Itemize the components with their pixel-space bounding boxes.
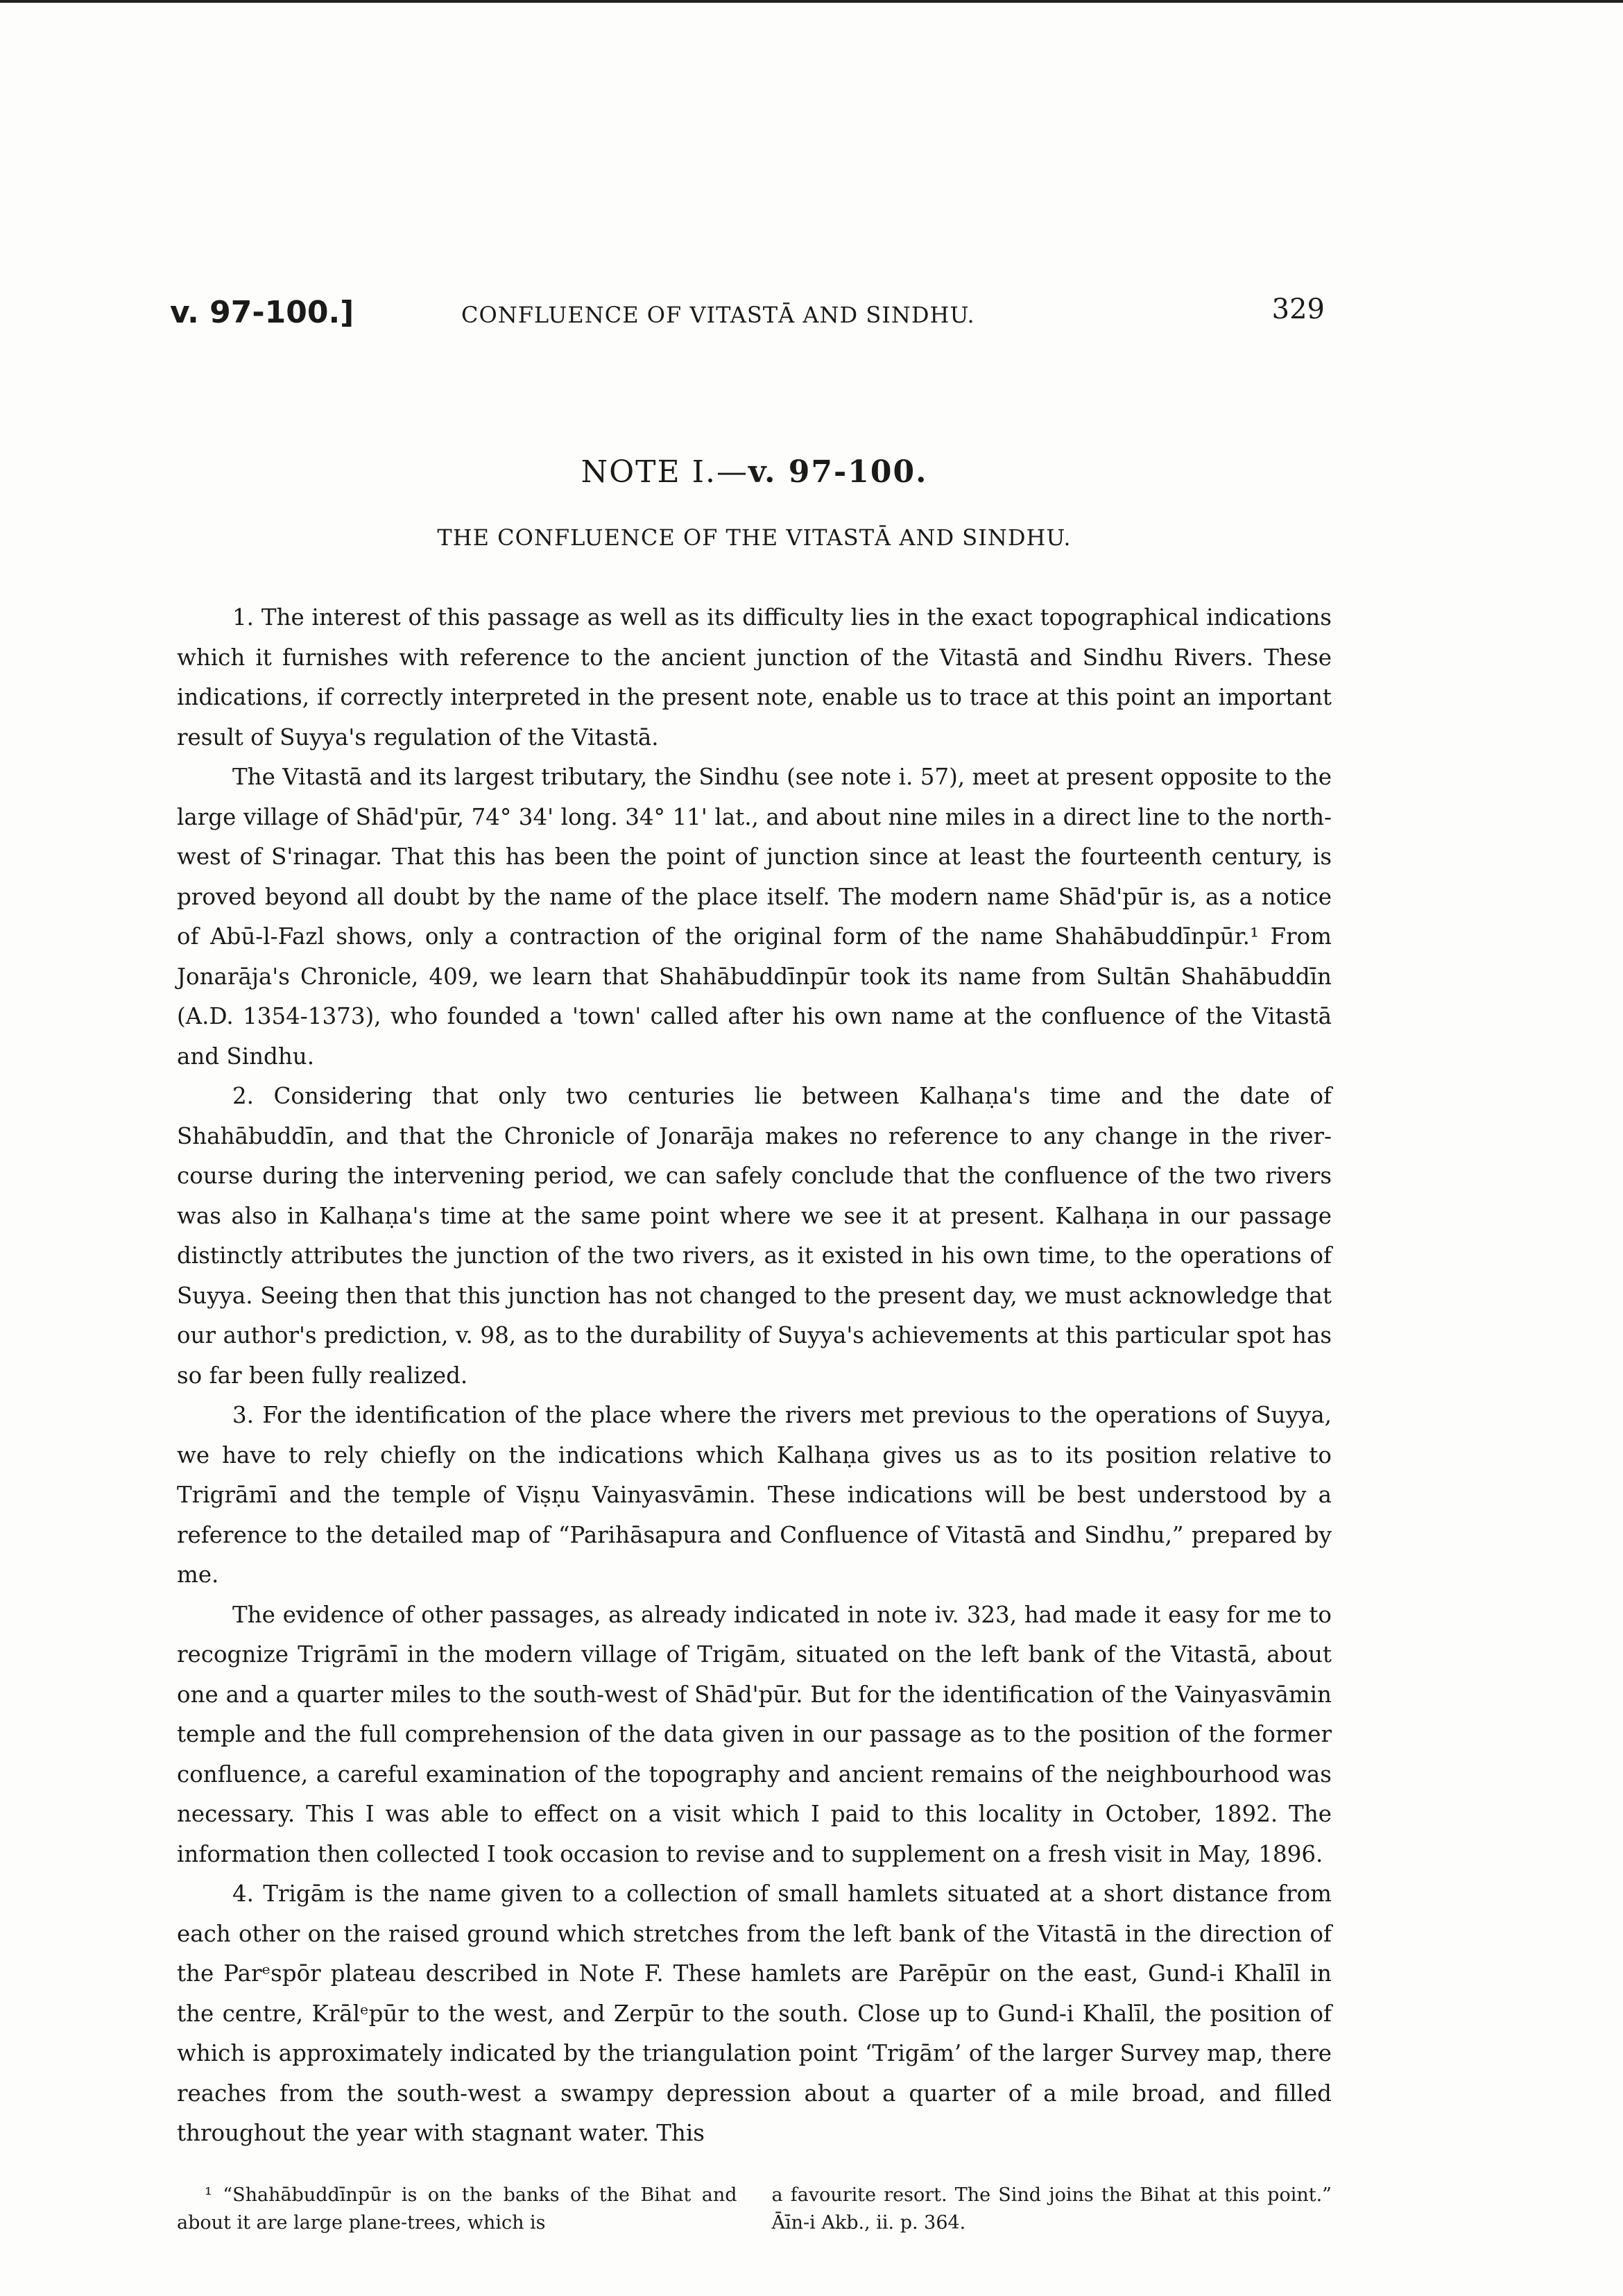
paragraph: The evidence of other passages, as already indicated in note iv. 323, had made it easy for me to recognize Trigrāmī in the modern village of Trigām, situated on the left bank of the Vitastā, about one and a quarter miles to the south-west of Shād'pūr. But for the identification of the Vainyasvāmin temple and the full comprehension of the data given in our passage as to the position of the former confluence, a careful examination of the topography and ancient remains of the neighbourhood was necessary. This I was able to effect on a visit which I paid to this locality in October, 1892. The information then collected I took occasion to revise and to supplement on a fresh visit in May, 1896. bbox=[177, 1601, 1332, 1867]
page bbox=[170, 281, 1332, 2237]
running-head bbox=[170, 281, 1332, 336]
page-number: 329 bbox=[1271, 293, 1325, 325]
paragraph: The Vitastā and its largest tributary, the Sindhu (see note i. 57), meet at present opposite to the large village of Shād'pūr, 74° 34' long. 34° 11' lat., and about nine miles in a direct line to the north-west of S'rinagar. That this has been the point of junction since at least the fourteenth century, is proved beyond all doubt by the name of the place itself. The modern name Shād'pūr is, as a notice of Abū-l-Fazl shows, only a contraction of the original form of the name Shahābuddīnpūr.¹ From Jonarāja's Chronicle, 409, we learn that Shahābuddīnpūr took its name from Sultān Shahābuddīn (A.D. 1354-1373), who founded a 'town' called after his own name at the confluence of the Vitastā and Sindhu. bbox=[177, 764, 1332, 1070]
note-title-ref: v. 97-100. bbox=[748, 454, 928, 490]
note-title-prefix: NOTE I.— bbox=[581, 454, 748, 490]
body-text bbox=[177, 598, 1332, 2154]
section-subtitle: THE CONFLUENCE OF THE VITASTĀ AND SINDHU. bbox=[437, 524, 1072, 551]
paragraph: 1. The interest of this passage as well as its difficulty lies in the exact topographical indications which it furnishes with reference to the ancient junction of the Vitastā and Sindhu Rivers. These indications, if correctly interpreted in the present note, enable us to trace at this point an important result of Suyya's regulation of the Vitastā. bbox=[177, 604, 1332, 751]
paragraph: 4. Trigām is the name given to a collection of small hamlets situated at a short distance from each other on the raised ground which stretches from the left bank of the Vitastā in the direction of the Parᵉspōr plateau described in Note F. These hamlets are Parēpūr on the east, Gund-i Khalīl in the centre, Krālᵉpūr to the west, and Zerpūr to the south. Close up to Gund-i Khalīl, the position of which is approximately indicated by the triangulation point ‘Trigām’ of the larger Survey map, there reaches from the south-west a swampy depression about a quarter of a mile broad, and filled throughout the year with stagnant water. This bbox=[177, 1881, 1332, 2146]
paragraph: 3. For the identification of the place where the rivers met previous to the operations of Suyya, we have to rely chiefly on the indications which Kalhaṇa gives us as to its position relative to Trigrāmī and the temple of Viṣṇu Vainyasvāmin. These indications will be best understood by a reference to the detailed map of “Parihāsapura and Confluence of Vitastā and Sindhu,” prepared by me. bbox=[177, 1402, 1332, 1588]
footnotes bbox=[177, 2182, 1332, 2237]
note-title bbox=[177, 454, 1332, 490]
paragraph: 2. Considering that only two centuries lie between Kalhaṇa's time and the date of Shahābuddīn, and that the Chronicle of Jonarāja makes no reference to any change in the river-course during the intervening period, we can safely conclude that the confluence of the two rivers was also in Kalhaṇa's time at the same point where we see it at present. Kalhaṇa in our passage distinctly attributes the junction of the two rivers, as it existed in his own time, to the operations of Suyya. Seeing then that this junction has not changed to the present day, we must acknowledge that our author's prediction, v. 98, as to the durability of Suyya's achievements at this particular spot has so far been fully realized. bbox=[177, 1083, 1332, 1389]
footnote-left: ¹ “Shahābuddīnpūr is on the banks of the Bihat and about it are large plane-trees, which is bbox=[177, 2184, 737, 2234]
footnote-right: a favourite resort. The Sind joins the Bihat at this point.” Āīn-i Akb., ii. p. 364. bbox=[771, 2184, 1332, 2234]
running-head-title: CONFLUENCE OF VITASTĀ AND SINDHU. bbox=[461, 302, 975, 328]
top-border bbox=[0, 0, 1623, 3]
running-head-verse: v. 97-100.] bbox=[170, 295, 354, 330]
